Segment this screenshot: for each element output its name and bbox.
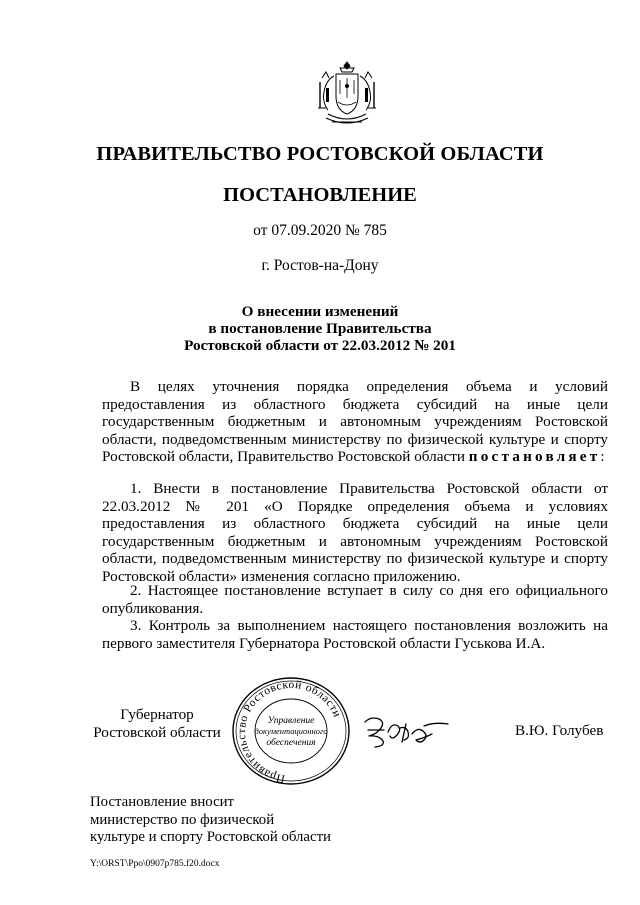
item-3-paragraph [102,617,608,652]
authority-title: ПРАВИТЕЛЬСТВО РОСТОВСКОЙ ОБЛАСТИ [96,143,544,165]
stamp-inner-line: обеспечения [266,738,316,748]
decree-colon: : [600,448,605,466]
item-2-paragraph [102,582,608,617]
item-text: 3. Контроль за выполнением настоящего постановления возложить на первого заместителя Губернатора Ростовской области Гуськова И.А. [102,617,608,652]
item-1-paragraph [102,480,608,586]
signer-title [90,706,224,741]
introduced-by-line: Постановление вносит [90,794,235,810]
signer-title-line: Губернатор [120,706,194,723]
document-city: г. Ростов-на-Дону [261,257,379,274]
coat-of-arms-icon [314,58,380,128]
stamp-inner-line: Управление [267,716,315,726]
signer-name: В.Ю. Голубев [515,722,604,739]
introduced-by-line: министерство по физической [90,811,275,828]
official-stamp [230,676,352,786]
subject-line: О внесении изменений [241,303,399,320]
document-subject [0,303,640,354]
file-path: Y:\ORST\Ppo\0907p785.f20.docx [90,859,220,869]
introduced-by-line: культуре и спорту Ростовской области [90,829,331,846]
stamp-ring-text: Правительство Ростовской области [235,678,344,785]
introduced-by-block [90,794,331,847]
subject-line: Ростовской области от 22.03.2012 № 201 [184,337,456,354]
item-text: 1. Внести в постановление Правительства Ростовской области от 22.03.2012 № 201 «О Порядке определения объема и условиях предоставления из областного бюджета субсидий на иные цели государственным бюджетным и автономным учреждениям Ростовской области, подведомственным министерству по физической культуре и спорту Ростовской области» изменения согласно приложению. [102,480,608,585]
subject-line: в постановление Правительства [208,320,432,337]
decree-word: постановляет [468,448,601,466]
preamble-paragraph [102,378,608,466]
preamble-text: В целях уточнения порядка определения объема и условий предоставления из областного бюджета субсидий на иные цели государственным бюджетным и автономным учреждениям Ростовской области, подведомственным министерству по физической культуре и спорту Ростовской области, Правительство Ростовской области [102,378,608,466]
signer-title-line: Ростовской области [93,723,221,741]
handwritten-signature [362,712,454,750]
document-date-number: от 07.09.2020 № 785 [253,222,387,239]
document-type: ПОСТАНОВЛЕНИЕ [223,184,417,206]
stamp-inner-line: документационного [254,726,328,736]
item-text: 2. Настоящее постановление вступает в силу со дня его официального опубликования. [102,582,608,617]
